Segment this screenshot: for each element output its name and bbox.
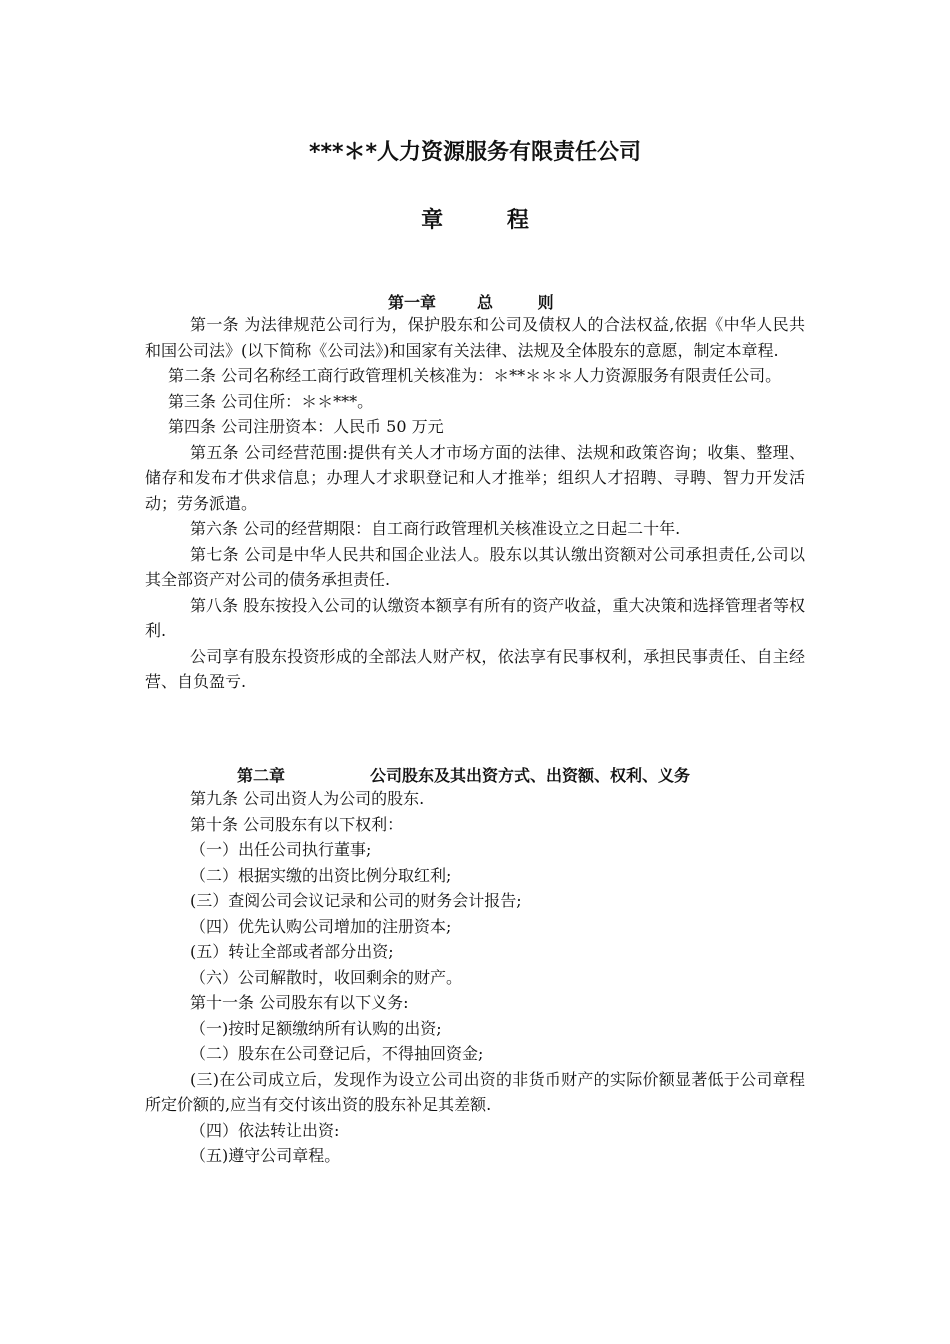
right-item-1: （一）出任公司执行董事; (190, 840, 372, 859)
duty-item-4: （四）依法转让出资: (190, 1120, 340, 1140)
article-10: 第十条 公司股东有以下权利： (190, 814, 404, 834)
article-5: 第五条 公司经营范围:提供有关人才市场方面的法律、法规和政策咨询；收集、整理、储存和发布才供求信息；办理人才求职登记和人才推举；组织人才招聘、寻聘、智力开发活动；劳务派遣。 (145, 442, 805, 513)
chapter1-number: 第一章 (388, 293, 437, 312)
article-6: 第六条 公司的经营期限：自工商行政管理机关核准设立之日起二十年. (190, 519, 681, 538)
right-item-6: （六）公司解散时，收回剩余的财产。 (190, 967, 463, 987)
document-title: ***＊*人力资源服务有限责任公司 (308, 140, 642, 165)
right-item-2: （二）根据实缴的出资比例分取红利; (190, 865, 452, 885)
chapter1-title: 总 则 (477, 293, 554, 312)
duty-item-1: （一)按时足额缴纳所有认购的出资; (190, 1018, 442, 1038)
chapter1-body (145, 312, 805, 695)
right-item-4: （四）优先认购公司增加的注册资本; (190, 916, 452, 936)
document-subtitle: 章 程 (421, 208, 557, 233)
chapter2-title: 公司股东及其出资方式、出资额、权利、义务 (370, 766, 691, 785)
chapter2-body (145, 786, 805, 1169)
duty-item-5: （五)遵守公司章程。 (190, 1146, 341, 1165)
duty-item-3: (三)在公司成立后，发现作为设立公司出资的非货币财产的实际价额显著低于公司章程所定价额的,应当有交付该出资的股东补足其差额. (145, 1069, 805, 1114)
article-7: 第七条 公司是中华人民共和国企业法人。股东以其认缴出资额对公司承担责任,公司以其全部资产对公司的债务承担责任. (145, 544, 805, 589)
duty-item-2: （二）股东在公司登记后，不得抽回资金; (190, 1044, 484, 1063)
article-2: 第二条 公司名称经工商行政管理机关核准为：＊**＊＊＊人力资源服务有限责任公司。 (168, 366, 782, 385)
right-item-5: (五）转让全部或者部分出资; (190, 942, 394, 961)
article-8: 第八条 股东按投入公司的认缴资本额享有所有的资产收益，重大决策和选择管理者等权利. (145, 595, 805, 640)
article-1: 第一条 为法律规范公司行为，保护股东和公司及债权人的合法权益,依据《中华人民共和国公司法》(以下简称《公司法》)和国家有关法律、法规及全体股东的意愿，制定本章程. (145, 315, 805, 360)
chapter2-number: 第二章 (237, 766, 286, 785)
article-3: 第三条 公司住所：＊＊***。 (168, 391, 374, 411)
right-item-3: (三）查阅公司会议记录和公司的财务会计报告; (190, 891, 522, 910)
article-9: 第九条 公司出资人为公司的股东. (190, 789, 425, 808)
article-4: 第四条 公司注册资本：人民币 50 万元 (168, 417, 444, 436)
article-8-para-2: 公司享有股东投资形成的全部法人财产权，依法享有民事权利，承担民事责任、自主经营、自负盈亏. (145, 646, 805, 691)
article-11: 第十一条 公司股东有以下义务: (190, 993, 409, 1012)
